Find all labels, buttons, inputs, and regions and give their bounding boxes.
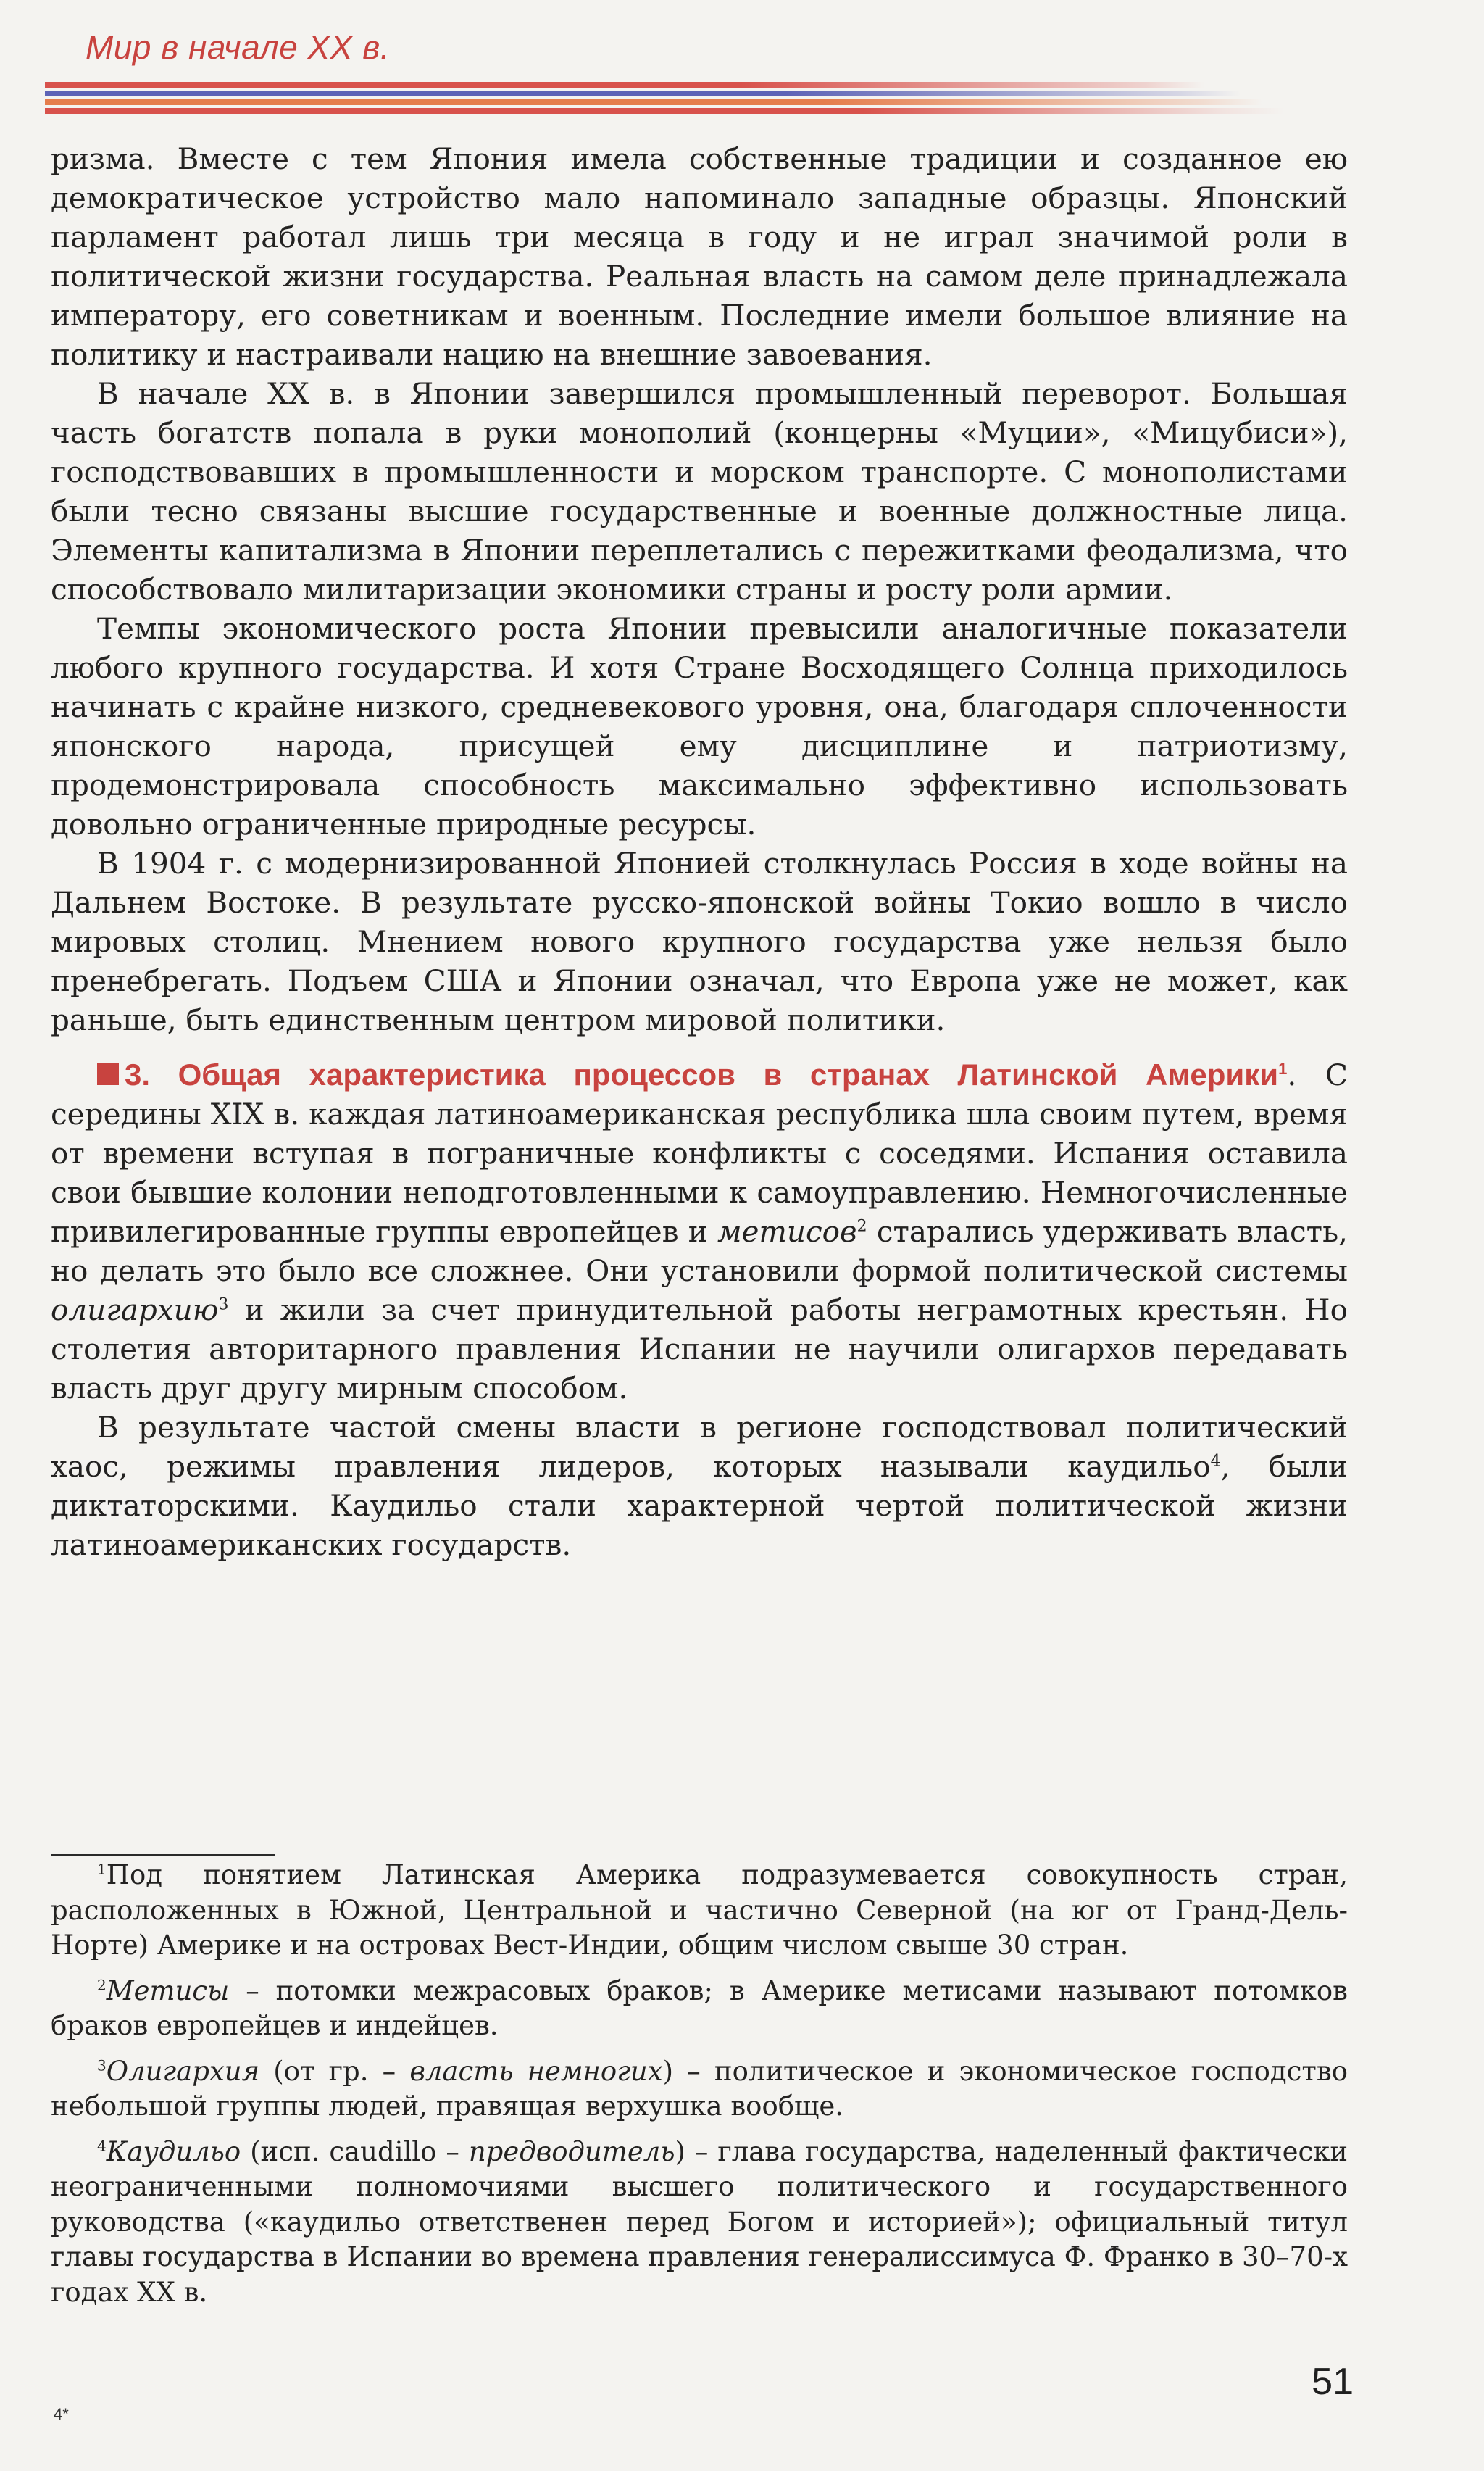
- footnote-1: $^1$Под понятием Латинская Америка подразумевается совокупность стран, расположенных в Южной, Центральной и частично Северной (на юг от Гранд-Дель-Норте) Америке и на островах Вест-Индии, общим числом свыше 30 стран.: [51, 1859, 1348, 1961]
- paragraph-latin-america: 3. Общая характеристика процессов в странах Латинской Америки$^1$. С середины XIX в. каждая латиноамериканская республика шла своим путем, время от времени вступая в пограничные конфликты с соседями. Испания оставила свои бывшие колонии неподготовленными к самоуправлению. Немногочисленные привилегированные группы европейцев и метисов$^2$ старались удерживать власть, но делать это было все сложнее. Они установили формой политической системы олигархию$^3$ и жили за счет принудительной работы неграмотных крестьян. Но столетия авторитарного правления Испании не научили олигархов передавать власть друг другу мирным способом.: [51, 1058, 1348, 1405]
- footnote-separator: [51, 1854, 275, 1856]
- header-bar: [45, 82, 1204, 88]
- paragraph-japan-growth: Темпы экономического роста Японии превысили аналогичные показатели любого крупного государства. И хотя Стране Восходящего Солнца приходилось начинать с крайне низкого, средневекового уровня, она, благодаря сплоченности японского народа, присущей ему дисциплине и патриотизму, продемонстрировала способность максимально эффективно использовать довольно ограниченные природные ресурсы.: [51, 611, 1348, 842]
- footnote-3: $^3$Олигархия (от гр. – власть немногих) – политическое и экономическое господство небольшой группы людей, правящая верхушка вообще.: [51, 2055, 1348, 2122]
- term-mestizo: метисов: [717, 1214, 857, 1249]
- section-heading: 3. Общая характеристика процессов в странах Латинской Америки$^1$: [97, 1058, 1287, 1092]
- running-title: Мир в начале XX в.: [86, 28, 390, 66]
- main-text: [51, 139, 1348, 1564]
- header-bar: [45, 108, 1284, 114]
- footnote-ref: 1: [1278, 1060, 1288, 1078]
- paragraph-japan-politics: ризма. Вместе с тем Япония имела собственные традиции и созданное ею демократическое устройство мало напоминало западные образцы. Японский парламент работал лишь три месяца в году и не играл значимой роли в политической жизни государства. Реальная власть на самом деле принадлежала императору, его советникам и военным. Последние имели большое влияние на политику и настраивали нацию на внешние завоевания.: [51, 141, 1348, 372]
- header-bar: [45, 99, 1262, 105]
- paragraph-russo-japanese-war: В 1904 г. с модернизированной Японией столкнулась Россия в ходе войны на Дальнем Востоке. В результате русско-японской войны Токио вошло в число мировых столиц. Мнением нового крупного государства уже нельзя было пренебрегать. Подъем США и Японии означал, что Европа уже не может, как раньше, быть единственным центром мировой политики.: [51, 846, 1348, 1037]
- footnote-ref: 2: [856, 1217, 867, 1236]
- footnote-ref: 3: [218, 1295, 229, 1314]
- footnote-2: $^2$Метисы – потомки межрасовых браков; в Америке метисами называют потомков браков европейцев и индейцев.: [51, 1974, 1348, 2041]
- paragraph-caudillo: В результате частой смены власти в регионе господствовал политический хаос, режимы правления лидеров, которых называли каудильо$^4$, были диктаторскими. Каудильо стали характерной чертой политической жизни латиноамериканских государств.: [51, 1410, 1348, 1562]
- footnote-4: $^4$Каудильо (исп. caudillo – предводитель) – глава государства, наделенный фактически неограниченными полномочиями высшего политического и государственного руководства («каудильо ответственен перед Богом и историей»); официальный титул главы государства в Испании во времена правления генералиссимуса Ф. Франко в 30–70-х годах XX в.: [51, 2135, 1348, 2308]
- footnotes: [51, 1858, 1348, 2320]
- term-oligarchy: олигархию: [51, 1292, 219, 1327]
- page-number: 51: [1312, 2361, 1354, 2403]
- header-bar: [45, 91, 1241, 96]
- printer-signature: 4*: [54, 2405, 69, 2423]
- paragraph-japan-industry: В начале XX в. в Японии завершился промышленный переворот. Большая часть богатств попала в руки монополий (концерны «Муции», «Мицубиси»), господствовавших в промышленности и морском транспорте. С монополистами были тесно связаны высшие государственные и военные должностные лица. Элементы капитализма в Японии переплетались с пережитками феодализма, что способствовало милитаризации экономики страны и росту роли армии.: [51, 376, 1348, 607]
- section-marker-icon: [97, 1063, 119, 1085]
- footnote-ref: 4: [1210, 1452, 1221, 1471]
- header-decorative-bars: [45, 76, 1342, 121]
